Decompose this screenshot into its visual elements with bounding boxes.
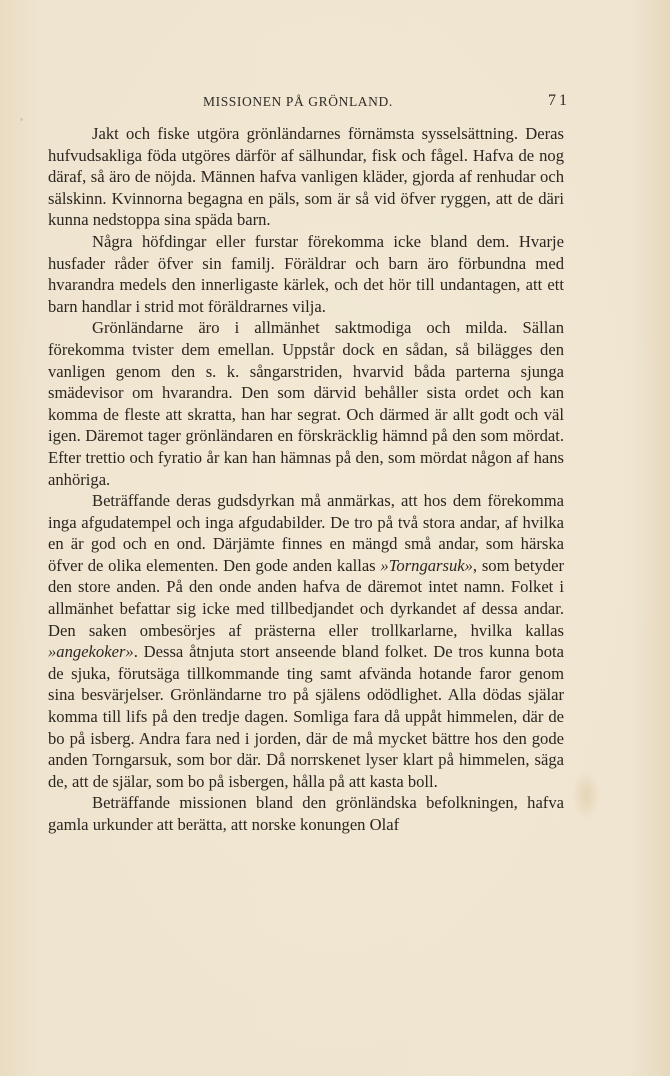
running-title: MISSIONEN PÅ GRÖNLAND. — [203, 94, 393, 109]
page-number: 71 — [548, 92, 570, 109]
text-run: Grönländarne äro i allmänhet saktmodiga och milda. Sällan förekomma tvister dem emellan. Uppstår dock en sådan, så bilägges den vanligen genom den s. k. sångarstriden, hvarvid båda parterna sjunga smädevisor om hvarandra. Den som därvid behåller sista ordet och kan komma de fleste att skratta, han har segrat. Och därmed är allt godt och väl igen. Däremot tager grönländaren en förskräcklig hämnd på den som mördat. Efter trettio och fyratio år kan han hämnas på den, som mördat någon af hans anhöriga. — [48, 318, 564, 489]
text-run: , som betyder den store anden. På den onde anden hafva de däremot intet namn. Folket i allmänhet befattar sig icke med tillbedjandet och dyrkandet af dessa andar. Den saken ombesörjes af prästerna eller trollkarlarne, hvilka kallas — [48, 555, 564, 640]
text-run: Beträffande deras gudsdyrkan må anmärkas, att hos dem förekomma inga afgudatempel och inga afgudabilder. De tro på två stora andar, af hvilka en är god och en ond. Därjämte finnes en mängd små andar, som härska öfver de olika elementen. Den gode anden kallas — [48, 491, 564, 575]
text-run: Beträffande missionen bland den grönländska befolkningen, hafva gamla urkunder att berätta, att norske konungen Olaf — [48, 793, 564, 834]
paragraph — [48, 490, 564, 792]
paragraph — [48, 123, 564, 231]
body-text — [48, 123, 564, 836]
paragraph — [48, 231, 564, 317]
italic-term: »Torngarsuk» — [380, 555, 473, 575]
page-header — [48, 92, 570, 114]
paper-speck — [20, 118, 23, 121]
text-run: Några höfdingar eller furstar förekomma icke bland dem. Hvarje husfader råder öfver sin familj. Föräldrar och barn äro förbundna med hvarandra medels den innerligaste kärlek, och det hör till undantagen, att ett barn handlar i strid mot föräldrarnes vilja. — [48, 231, 564, 316]
paragraph — [48, 317, 564, 490]
text-run: . Dessa åtnjuta stort anseende bland folket. De tros kunna bota de sjuka, förutsäga tillkommande ting samt afvända hotande faror genom sina besvärjelser. Grönländarne tro på själens odödlighet. Alla dödas själar komma till lifs på den tredje dagen. Somliga fara då uppåt himmelen, där de bo på isberg. Andra fara ned i jorden, där de må mycket bättre hos den gode anden Torngarsuk, som bor där. Då norrskenet lyser klart på himmelen, säga de, att de själar, som bo på isbergen, hålla på att kasta boll. — [48, 642, 564, 791]
paper-stain — [572, 770, 600, 820]
paragraph — [48, 792, 564, 835]
text-run: Jakt och fiske utgöra grönländarnes förnämsta sysselsättning. Deras hufvudsakliga föda utgöres därför af sälhundar, fisk och fågel. Hafva de nog däraf, så äro de nöjda. Männen hafva vanligen kläder, gjorda af renhudar och sälskinn. Kvinnorna begagna en päls, som är så vid öfver ryggen, att de däri kunna nedstoppa sina späda barn. — [48, 124, 564, 230]
italic-term: »angekoker» — [48, 642, 134, 662]
